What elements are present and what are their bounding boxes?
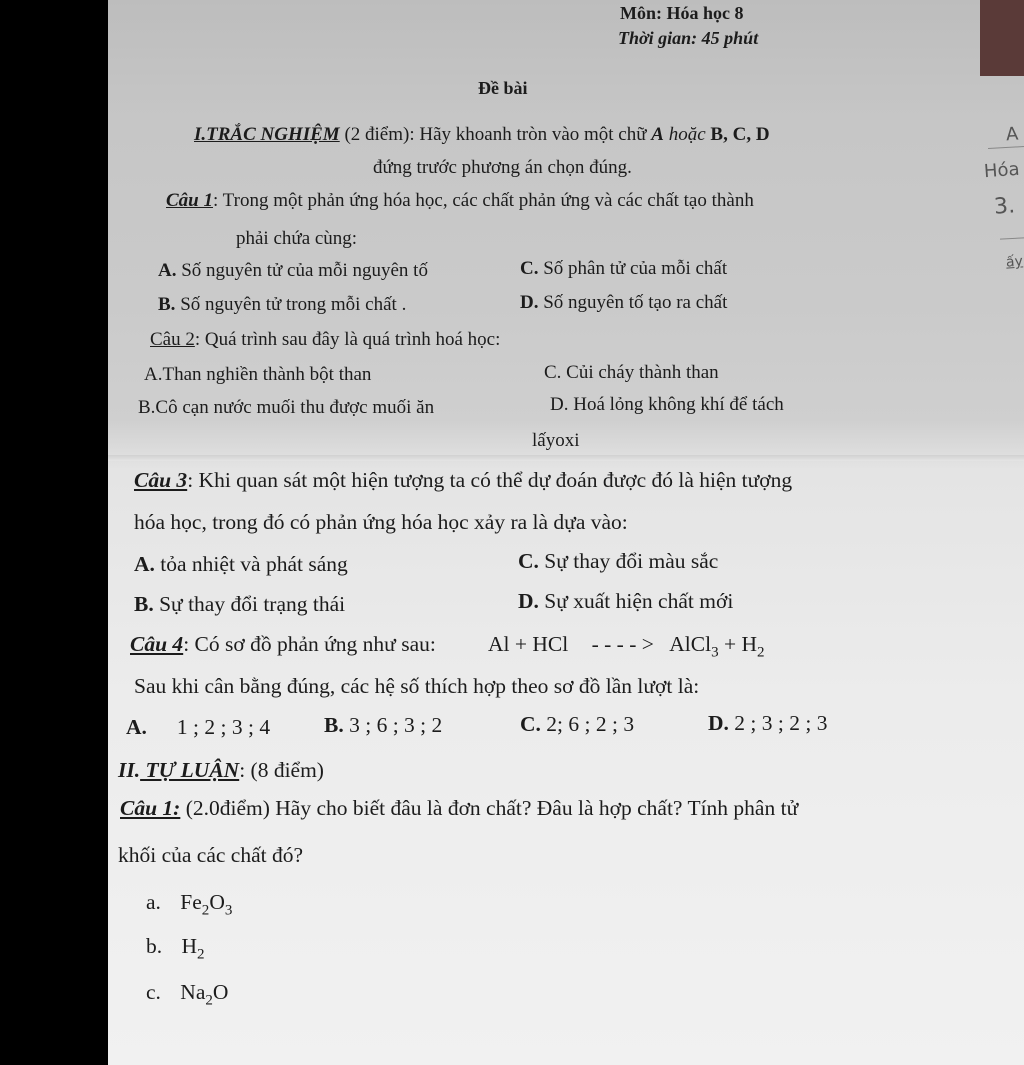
q2-option-c: C. Củi cháy thành than <box>544 362 719 383</box>
q4-option-d-text: 2 ; 3 ; 2 ; 3 <box>728 711 828 735</box>
q4-product-alcl: AlCl <box>669 632 712 656</box>
formula-part: H <box>181 934 198 958</box>
q4-label: Câu 4 <box>130 632 184 656</box>
part1-points: (2 điểm): Hãy khoanh tròn vào một chữ <box>339 124 652 145</box>
q4-option-a <box>126 715 270 740</box>
q3-option-a-key: A. <box>134 552 155 576</box>
exam-paper <box>108 0 1024 1065</box>
part1-instruction-line2: đứng trước phương án chọn đúng. <box>373 157 632 178</box>
q4-option-b-key: B. <box>324 713 344 737</box>
q4-option-c-text: 2; 6 ; 2 ; 3 <box>540 712 635 736</box>
q2-option-d: D. Hoá lỏng không khí để tách <box>550 394 784 415</box>
formula-sub: 2 <box>201 902 210 919</box>
q2-option-d-line2: lấyoxi <box>532 430 580 451</box>
margin-note: Hóa <box>983 158 1021 183</box>
margin-note: ấy <box>1005 253 1024 271</box>
q3-option-b <box>134 592 345 617</box>
paper-fold <box>108 455 1024 461</box>
essay1-stem-line2: khối của các chất đó? <box>118 843 304 867</box>
q4-product-h: + H <box>718 632 757 656</box>
q2-option-a: A.Than nghiền thành bột than <box>144 364 372 385</box>
q3-stem <box>134 468 792 493</box>
q4-equation <box>488 632 765 661</box>
part2-points: : (8 điểm) <box>239 758 324 782</box>
essay1-item <box>146 980 229 1009</box>
q1-option-c-text: Số phân tử của mỗi chất <box>538 258 728 279</box>
essay1-stem <box>120 796 798 821</box>
q4-text: : Có sơ đồ phản ứng như sau: <box>183 632 436 656</box>
q4-products <box>669 632 765 661</box>
q4-stem <box>130 632 436 657</box>
choice-a-letter: A <box>651 124 664 145</box>
q1-stem-line2: phải chứa cùng: <box>236 228 358 249</box>
margin-line <box>1000 237 1024 239</box>
subject-line: Môn: Hóa học 8 <box>620 3 744 23</box>
part2-prefix: II. <box>118 758 141 782</box>
q3-option-b-key: B. <box>134 592 154 616</box>
essay1-formula <box>180 980 229 1009</box>
q3-label: Câu 3 <box>134 468 188 492</box>
q2-label: Câu 2 <box>150 329 195 350</box>
q3-option-d <box>518 589 733 614</box>
q1-label: Câu 1 <box>166 190 213 211</box>
formula-part: Na <box>180 980 206 1004</box>
part2-heading <box>118 758 324 783</box>
q4-product-h-sub: 2 <box>757 644 765 661</box>
q3-option-a <box>134 552 348 577</box>
essay1-formula <box>180 890 233 919</box>
q1-option-a-key: A. <box>158 260 177 281</box>
q1-stem <box>166 190 754 212</box>
q4-option-d <box>708 711 827 736</box>
essay1-label: Câu 1: <box>120 796 181 820</box>
q3-option-c-text: Sự thay đổi màu sắc <box>538 549 719 573</box>
q3-text: : Khi quan sát một hiện tượng ta có thể dự đoán được đó là hiện tượng <box>187 468 793 492</box>
q1-text: : Trong một phản ứng hóa học, các chất phản ứng và các chất tạo thành <box>213 190 754 211</box>
essay1-text: (2.0điểm) Hãy cho biết đâu là đơn chất? Đâu là hợp chất? Tính phân tử <box>180 796 799 820</box>
q1-option-d-text: Số nguyên tố tạo ra chất <box>538 292 728 313</box>
formula-sub: 2 <box>197 946 205 963</box>
choice-bcd-letters: B, C, D <box>710 124 770 145</box>
formula-part: Fe <box>180 890 202 914</box>
page-title: Đề bài <box>478 78 528 98</box>
q4-option-b <box>324 713 442 738</box>
q1-option-d <box>520 292 727 314</box>
q1-option-a <box>158 260 428 282</box>
q4-option-d-key: D. <box>708 711 729 735</box>
q1-option-c-key: C. <box>520 258 539 279</box>
choice-or: hoặc <box>663 124 711 145</box>
q1-option-b-text: Số nguyên tử trong mỗi chất . <box>175 294 407 315</box>
essay1-item-key: a. <box>146 890 161 914</box>
part1-heading: I.TRẮC NGHIỆM <box>194 124 340 145</box>
q4-option-a-text: 1 ; 2 ; 3 ; 4 <box>176 715 271 739</box>
q4-option-a-key: A. <box>126 715 147 739</box>
essay1-item <box>146 890 233 919</box>
essay1-item-key: c. <box>146 980 161 1004</box>
margin-note: A <box>1005 123 1020 146</box>
part2-title: TỰ LUẬN <box>140 758 240 782</box>
q4-product-alcl-sub: 3 <box>711 644 719 661</box>
q3-option-c-key: C. <box>518 549 539 573</box>
formula-part: O <box>212 980 229 1004</box>
q2-text: : Quá trình sau đây là quá trình hoá học: <box>194 329 501 350</box>
q4-reactants: Al + HCl <box>488 632 569 656</box>
formula-part: O <box>209 890 225 914</box>
time-line: Thời gian: 45 phút <box>618 28 759 48</box>
essay1-formula <box>181 934 205 963</box>
q1-option-b <box>158 294 406 316</box>
q4-option-b-text: 3 ; 6 ; 3 ; 2 <box>343 713 443 737</box>
margin-note: 3. <box>993 193 1016 220</box>
q1-option-b-key: B. <box>158 294 176 315</box>
q2-stem <box>150 329 500 351</box>
q2-option-b: B.Cô cạn nước muối thu được muối ăn <box>138 397 435 418</box>
q3-option-d-text: Sự xuất hiện chất mới <box>538 589 734 613</box>
paper-corner-shadow <box>980 0 1024 76</box>
part1-instruction <box>194 124 770 146</box>
q3-option-b-text: Sự thay đổi trạng thái <box>153 592 346 616</box>
q1-option-d-key: D. <box>520 292 539 313</box>
q1-option-a-text: Số nguyên tử của mỗi nguyên tố <box>176 260 428 281</box>
margin-line <box>988 146 1024 149</box>
q4-arrow: - - - - > <box>591 632 654 656</box>
q3-option-d-key: D. <box>518 589 539 613</box>
q1-option-c <box>520 258 727 280</box>
formula-sub: 2 <box>205 992 213 1009</box>
essay1-item <box>146 934 205 963</box>
q3-option-c <box>518 549 718 574</box>
q4-option-c <box>520 712 634 737</box>
q4-stem-line2: Sau khi cân bằng đúng, các hệ số thích hợp theo sơ đồ lần lượt là: <box>134 674 700 698</box>
q3-option-a-text: tỏa nhiệt và phát sáng <box>154 552 348 576</box>
q4-option-c-key: C. <box>520 712 541 736</box>
formula-sub: 3 <box>224 902 233 919</box>
q3-stem-line2: hóa học, trong đó có phản ứng hóa học xảy ra là dựa vào: <box>134 510 628 534</box>
essay1-item-key: b. <box>146 934 163 958</box>
